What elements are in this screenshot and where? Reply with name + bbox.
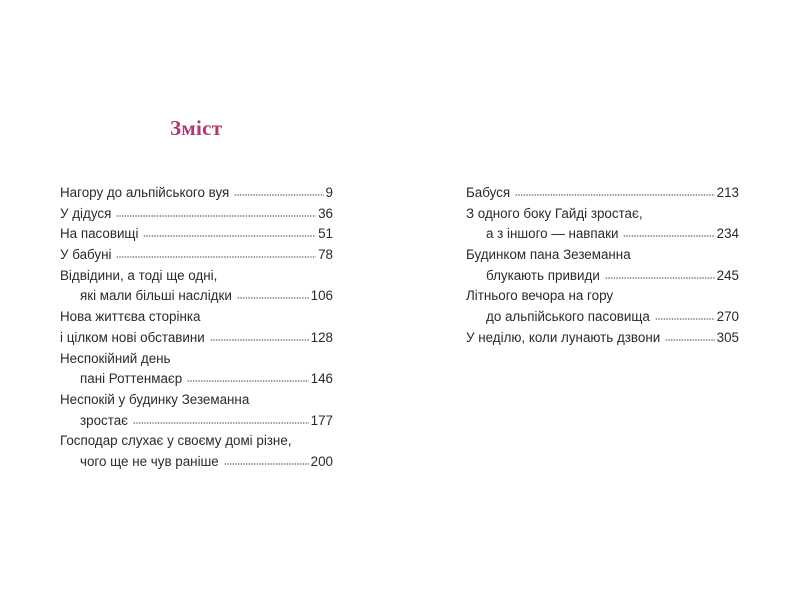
toc-entry-page: 213 — [716, 185, 739, 200]
toc-entry-title: У бабуні — [60, 247, 112, 263]
toc-entry-page: 270 — [716, 309, 739, 325]
toc-entry-title: Нова життєва сторінка — [60, 309, 201, 325]
toc-entry-title: Будинком пана Зеземанна — [466, 247, 631, 263]
toc-entry-page: 51 — [318, 226, 333, 242]
toc-entry-title: Господар слухає у своєму домі різне, — [60, 433, 292, 449]
dot-leader — [116, 255, 316, 259]
toc-entry-page: 106 — [310, 288, 333, 304]
toc-entry-line — [60, 204, 333, 225]
toc-entry-title-continued: і цілком нові обставини — [60, 329, 205, 345]
toc-entry — [60, 224, 333, 245]
toc-entry-line — [466, 204, 739, 225]
toc-entry-page: 177 — [310, 412, 333, 428]
dot-leader — [665, 338, 714, 342]
toc-entry — [466, 245, 739, 286]
toc-column-right — [466, 183, 739, 349]
toc-entry-title-continued: блукають привиди — [486, 267, 600, 283]
toc-entry — [60, 204, 333, 225]
dot-leader — [143, 234, 316, 238]
toc-entry-page: 146 — [310, 371, 333, 387]
toc-entry-title-continued: чого ще не чув раніше — [80, 453, 219, 469]
toc-entry-line — [60, 369, 333, 390]
toc-entry-line — [60, 390, 333, 411]
toc-entry-title-continued: а з іншого — навпаки — [486, 226, 619, 242]
toc-entry-title-continued: до альпійського пасовища — [486, 309, 650, 325]
dot-leader — [655, 317, 715, 321]
toc-entry-line — [60, 224, 333, 245]
dot-leader — [133, 421, 309, 425]
toc-entry-line — [60, 266, 333, 287]
toc-entry-line — [60, 245, 333, 266]
toc-entry-line — [60, 411, 333, 432]
toc-entry — [466, 183, 739, 204]
toc-entry-page: 234 — [716, 226, 739, 242]
dot-leader — [234, 193, 323, 197]
toc-entry-page: 36 — [318, 205, 333, 221]
toc-entry-line — [60, 307, 333, 328]
toc-entry-line — [466, 328, 739, 349]
dot-leader — [237, 296, 309, 300]
toc-entry-line — [466, 286, 739, 307]
dot-leader — [605, 276, 715, 280]
dot-leader — [623, 234, 714, 238]
dot-leader — [210, 338, 309, 342]
toc-entry-line — [60, 349, 333, 370]
toc-entry-title: У неділю, коли лунають дзвони — [466, 329, 661, 345]
toc-column-left — [60, 183, 333, 473]
toc-entry-line — [466, 183, 739, 204]
toc-entry-title: Літнього вечора на гору — [466, 288, 614, 304]
toc-entry — [60, 349, 333, 390]
toc-entry-page: 9 — [325, 185, 333, 200]
toc-entry-title-continued: пані Роттенмаєр — [80, 371, 183, 387]
toc-entry-line — [60, 431, 333, 452]
toc-entry-line — [60, 452, 333, 473]
dot-leader — [116, 214, 316, 218]
toc-entry-line — [60, 328, 333, 349]
toc-entry-page: 305 — [716, 329, 739, 345]
toc-entry — [60, 266, 333, 307]
toc-entry — [60, 245, 333, 266]
toc-entry-line — [466, 307, 739, 328]
toc-entry-title: З одного боку Гайді зростає, — [466, 205, 643, 221]
toc-entry — [60, 390, 333, 431]
toc-entry-page: 128 — [310, 329, 333, 345]
toc-entry-title: У дідуся — [60, 205, 112, 221]
toc-entry-line — [60, 183, 333, 204]
toc-entry-title: На пасовищі — [60, 226, 139, 242]
toc-entry — [60, 431, 333, 472]
toc-entry-line — [60, 286, 333, 307]
toc-entry-title: Бабуся — [466, 185, 511, 200]
toc-entry — [60, 307, 333, 348]
toc-entry-title: Неспокійний день — [60, 350, 171, 366]
toc-entry — [466, 204, 739, 245]
dot-leader — [224, 462, 309, 466]
toc-entry — [466, 328, 739, 349]
dot-leader — [515, 193, 715, 197]
toc-entry-title: Нагору до альпійського вуя — [60, 185, 230, 200]
toc-entry-page: 200 — [310, 453, 333, 469]
dot-leader — [187, 379, 308, 383]
toc-entry-page: 245 — [716, 267, 739, 283]
toc-entry-line — [466, 266, 739, 287]
toc-entry — [466, 286, 739, 327]
toc-title: Зміст — [170, 116, 223, 140]
toc-entry-line — [466, 224, 739, 245]
toc-entry-title-continued: які мали більші наслідки — [80, 288, 232, 304]
toc-entry — [60, 183, 333, 204]
toc-entry-title: Неспокій у будинку Зеземанна — [60, 391, 250, 407]
toc-entry-title-continued: зростає — [80, 412, 128, 428]
toc-entry-line — [466, 245, 739, 266]
toc-entry-page: 78 — [318, 247, 333, 263]
toc-entry-title: Відвідини, а тоді ще одні, — [60, 267, 218, 283]
